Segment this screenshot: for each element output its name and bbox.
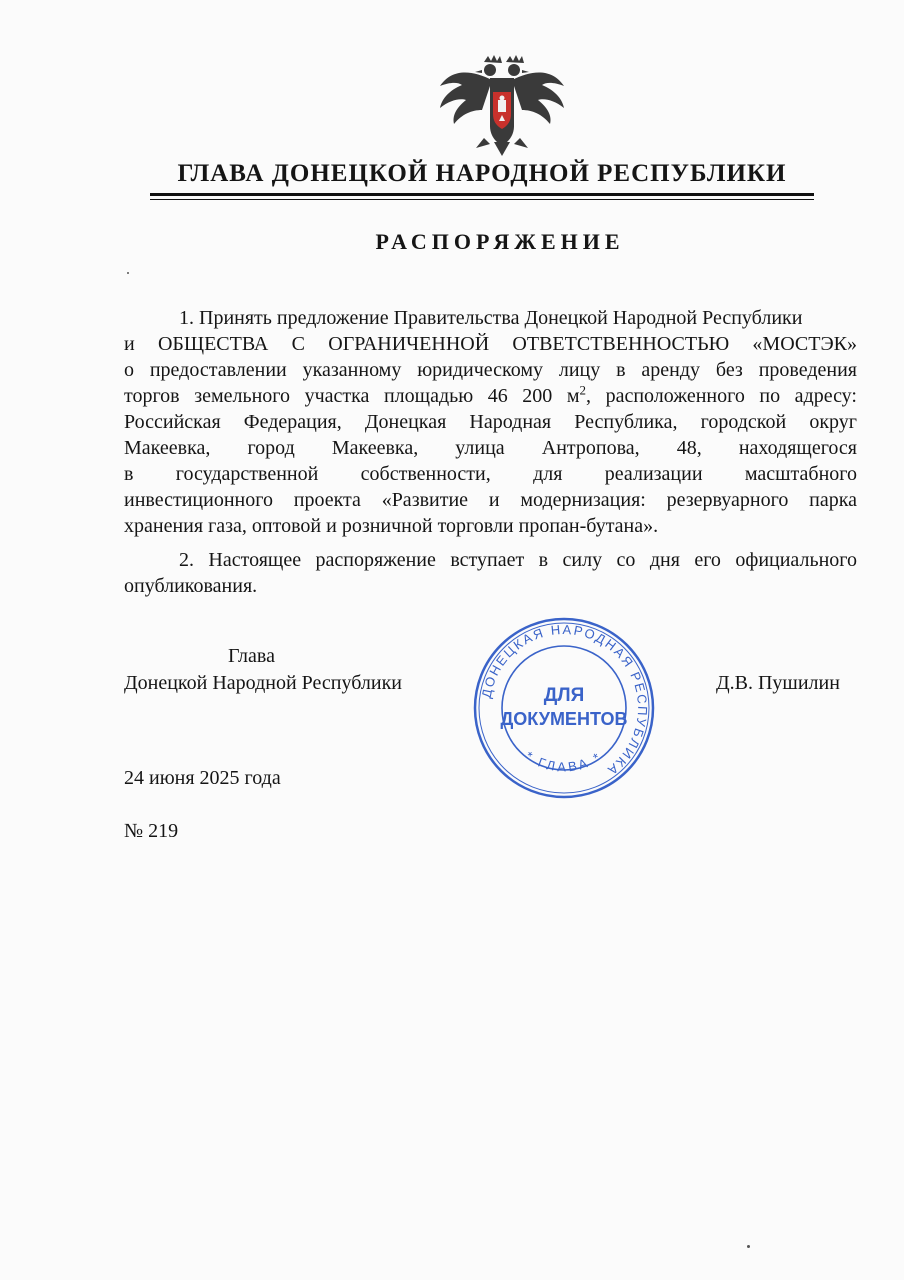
issuing-authority-heading: ГЛАВА ДОНЕЦКОЙ НАРОДНОЙ РЕСПУБЛИКИ bbox=[177, 160, 787, 187]
stamp-bottom-text bbox=[523, 748, 606, 774]
dpr-coat-of-arms-icon bbox=[432, 52, 572, 160]
stamp-bottom-textpath: * ГЛАВА * bbox=[522, 748, 606, 775]
stamp-center-line-1: ДЛЯ bbox=[543, 685, 585, 706]
stamp-ring-textpath: ДОНЕЦКАЯ НАРОДНАЯ РЕСПУБЛИКА bbox=[478, 621, 651, 779]
scan-speck bbox=[747, 1245, 750, 1248]
signer-name: Д.В. Пушилин bbox=[716, 672, 840, 694]
header-divider-thick bbox=[150, 193, 814, 196]
stamp-center-line-2: ДОКУМЕНТОВ bbox=[500, 709, 628, 729]
signatory-title bbox=[124, 643, 424, 697]
paragraph-1-line-5: Российская Федерация, Донецкая Народная Республика, городской округ bbox=[124, 411, 857, 433]
document-type-heading: РАСПОРЯЖЕНИЕ bbox=[375, 229, 625, 254]
scan-speck bbox=[127, 272, 129, 274]
paragraph-2-line-1: 2. Настоящее распоряжение вступает в силу со дня его официального bbox=[179, 549, 857, 571]
paragraph-1 bbox=[124, 305, 857, 539]
header-divider-thin bbox=[150, 199, 814, 200]
document-date: 24 июня 2025 года bbox=[124, 767, 281, 789]
paragraph-1-line-8: инвестиционного проекта «Развитие и модернизация: резервуарного парка bbox=[124, 489, 857, 511]
paragraph-1-line-6: Макеевка, город Макеевка, улица Антропова, 48, находящегося bbox=[124, 437, 857, 459]
paragraph-1-line-3: о предоставлении указанному юридическому лицу в аренду без проведения bbox=[124, 359, 857, 381]
document-number: № 219 bbox=[124, 820, 179, 842]
paragraph-1-line-4 bbox=[124, 383, 857, 409]
paragraph-1-line-2: и ОБЩЕСТВА С ОГРАНИЧЕННОЙ ОТВЕТСТВЕННОСТЬЮ «МОСТЭК» bbox=[124, 333, 857, 355]
line-4-after: , расположенного по адресу: bbox=[586, 385, 857, 407]
signatory-title-line-1: Глава bbox=[228, 645, 275, 667]
paragraph-1-line-1: 1. Принять предложение Правительства Донецкой Народной Республики bbox=[179, 307, 803, 329]
area-unit-superscript: 2 bbox=[579, 382, 587, 398]
paragraph-1-line-9: хранения газа, оптовой и розничной торговли пропан-бутана». bbox=[124, 515, 659, 537]
line-4-before: торгов земельного участка площадью 46 200 м bbox=[124, 385, 580, 407]
paragraph-2 bbox=[124, 547, 857, 599]
paragraph-2-line-2: опубликования. bbox=[124, 575, 258, 597]
signatory-title-line-2: Донецкой Народной Республики bbox=[124, 672, 402, 694]
paragraph-1-line-7: в государственной собственности, для реализации масштабного bbox=[124, 463, 857, 485]
official-stamp bbox=[472, 616, 656, 800]
